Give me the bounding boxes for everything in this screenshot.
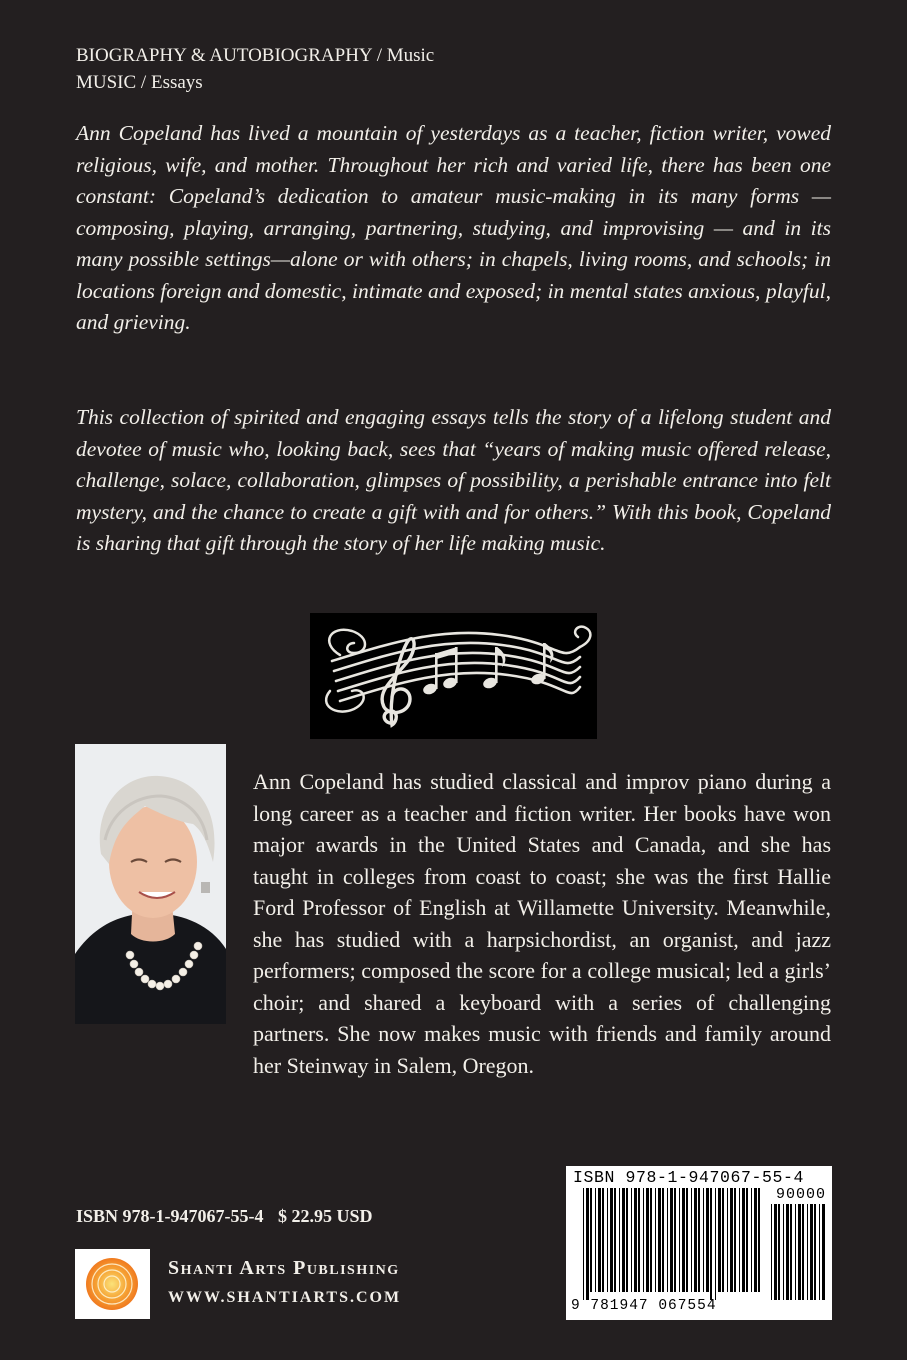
barcode-bar: [662, 1188, 664, 1292]
barcode-bar: [810, 1204, 813, 1300]
category-line: BIOGRAPHY & AUTOBIOGRAPHY / Music: [76, 45, 435, 66]
barcode-bar: [802, 1204, 804, 1300]
blurb-paragraph-1: Ann Copeland has lived a mountain of yesterdays as a teacher, fiction writer, vowed religious, wife, and mother. Throughout her rich and varied life, there has been one constant: Copeland’s dedication to amateur music-making in its many forms — composing, playing, arranging, partnering, studying, and improvising — and in its many possible settings—alone or with others; in chapels, living rooms, and schools; in locations foreign and domestic, intimate and exposed; in mental states anxious, playful, and grieving.: [76, 121, 831, 334]
barcode-bar: [667, 1188, 668, 1292]
barcode-bar: [718, 1188, 721, 1292]
barcode-bar: [783, 1204, 784, 1300]
barcode-bar: [682, 1188, 685, 1292]
barcode-bar: [686, 1188, 688, 1292]
barcode-bar: [754, 1188, 757, 1292]
barcode-bar: [658, 1188, 661, 1292]
barcode-ean-digits: 9 781947 067554: [571, 1298, 717, 1314]
category-line: MUSIC / Essays: [76, 72, 203, 93]
blurb-paragraph-2: This collection of spirited and engaging essays tells the story of a lifelong student and devotee of music who, looking back, sees that “years of making music offered release, challenge, solace, collaboration, glimpses of possibility, a perishable entrance into felt mystery, and the chance to create a gift with and for others.” With this book, Copeland is sharing that gift through the story of her life making music.: [76, 405, 831, 555]
isbn-text: ISBN 978-1-947067-55-4: [76, 1206, 264, 1226]
barcode-bar: [607, 1188, 608, 1292]
barcode-bar: [631, 1188, 632, 1292]
barcode-isbn-label: ISBN 978-1-947067-55-4: [573, 1168, 805, 1187]
publisher-info: [168, 1254, 401, 1312]
barcode-bar: [822, 1204, 825, 1300]
barcode-bar: [758, 1188, 760, 1292]
isbn-price-line: [76, 1206, 373, 1227]
barcode-bar: [610, 1188, 613, 1292]
barcode-bar: [626, 1188, 628, 1292]
barcode-main-bars: [583, 1188, 763, 1300]
publisher-url[interactable]: WWW.SHANTIARTS.COM: [168, 1289, 402, 1306]
music-staff-illustration: [310, 613, 597, 739]
barcode-bar: [602, 1188, 604, 1292]
barcode-bar: [751, 1188, 752, 1292]
barcode-bar: [595, 1188, 596, 1292]
barcode-bar: [746, 1188, 748, 1292]
barcode-bar: [734, 1188, 736, 1292]
barcode-bar: [790, 1204, 792, 1300]
barcode-bar: [710, 1188, 712, 1300]
bisac-categories: [76, 42, 434, 96]
barcode-bar: [703, 1188, 704, 1292]
barcode-bar: [739, 1188, 740, 1292]
barcode-bar: [643, 1188, 644, 1292]
barcode-bar: [646, 1188, 649, 1292]
barcode-bar: [698, 1188, 700, 1292]
barcode-bar: [622, 1188, 625, 1292]
barcode-bar: [691, 1188, 692, 1292]
barcode-bar: [679, 1188, 680, 1292]
barcode-addon-code: 90000: [775, 1186, 826, 1203]
publisher-logo: [75, 1249, 150, 1319]
barcode-bar: [798, 1204, 801, 1300]
barcode-bar: [638, 1188, 640, 1292]
barcode-bar: [650, 1188, 652, 1292]
barcode-bar: [655, 1188, 656, 1292]
publisher-name: Shanti Arts Publishing: [168, 1257, 400, 1279]
author-bio: Ann Copeland has studied classical and improv piano during a long career as a teacher and fiction writer. Her books have won major awards in the United States and Canada, and she has taught in colleges from coast to coast; she was the first Hallie Ford Professor of English at Willamette University. Meanwhile, she has studied with a harpsichordist, an organist, and jazz performers; composed the score for a college musical; led a girls’ choir; and shared a keyboard with a series of challenging partners. She now makes music with friends and family around her Steinway in Salem, Oregon.: [253, 769, 831, 1078]
barcode-bar: [694, 1188, 697, 1292]
barcode-bar: [727, 1188, 728, 1292]
barcode-addon-bars: [771, 1204, 827, 1300]
barcode-bar: [674, 1188, 676, 1292]
barcode-bar: [614, 1188, 616, 1292]
barcode-bar: [586, 1188, 589, 1300]
barcode-bar: [670, 1188, 673, 1292]
barcode-bar: [778, 1204, 780, 1300]
barcode-bar: [814, 1204, 816, 1300]
barcode-bar: [807, 1204, 808, 1300]
barcode-bar: [590, 1188, 592, 1292]
barcode-bar: [774, 1204, 777, 1300]
barcode-bar: [715, 1188, 716, 1300]
barcode-bar: [819, 1204, 820, 1300]
barcode-bar: [742, 1188, 745, 1292]
barcode-bar: [786, 1204, 789, 1300]
barcode-bar: [795, 1204, 796, 1300]
barcode-bar: [598, 1188, 601, 1292]
barcode-bar: [583, 1188, 584, 1300]
author-photo: [75, 744, 226, 1024]
price-text: $ 22.95 USD: [278, 1206, 373, 1226]
barcode-bar: [619, 1188, 620, 1292]
barcode-bar: [722, 1188, 724, 1292]
barcode-bar: [771, 1204, 772, 1300]
barcode-bar: [706, 1188, 709, 1292]
barcode-bar: [730, 1188, 733, 1292]
isbn-barcode: [566, 1166, 832, 1320]
barcode-bar: [634, 1188, 637, 1292]
